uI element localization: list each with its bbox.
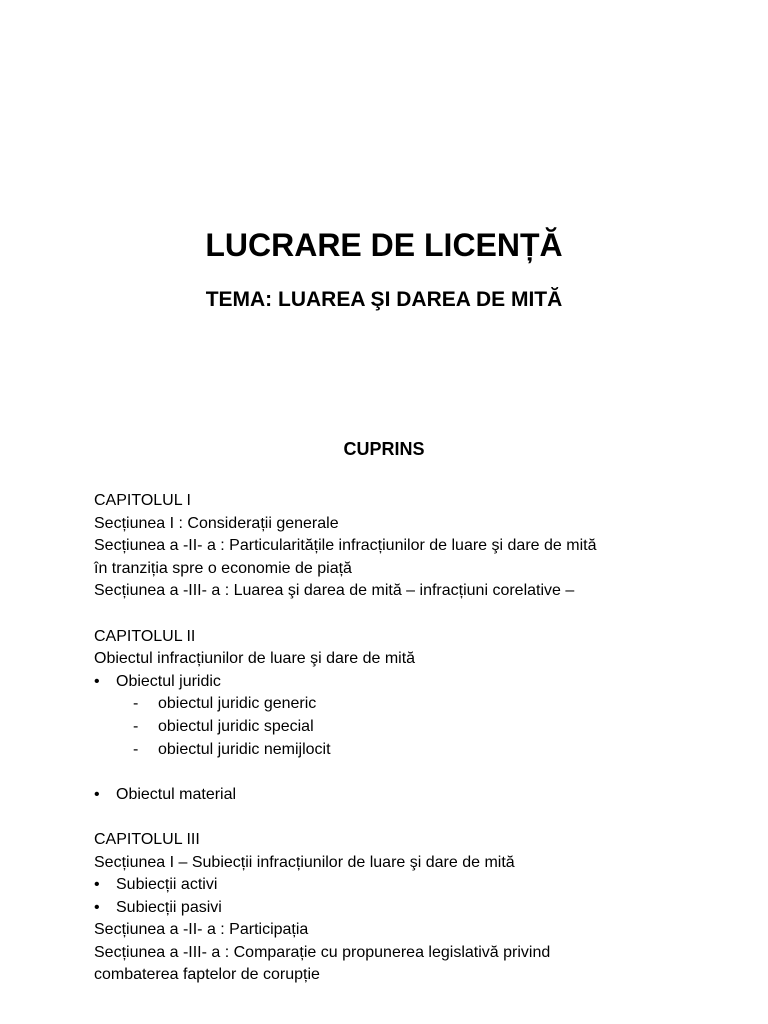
list-item <box>94 784 734 807</box>
list-item-label: Obiectul material <box>116 785 237 803</box>
bullet-icon: • <box>94 672 100 690</box>
chapter-3-section-3-continued: combaterea faptelor de corupție <box>94 966 320 984</box>
chapter-1-title: CAPITOLUL I <box>94 492 191 509</box>
chapter-1-section-1: Secțiunea I : Considerații generale <box>94 514 339 532</box>
bullet-icon: • <box>94 876 100 894</box>
dash-icon: - <box>133 740 139 758</box>
list-item-label: Subiecții pasivi <box>116 898 222 916</box>
chapter-2-title: CAPITOLUL II <box>94 627 196 645</box>
chapter-1-section-2: Secțiunea a -II- a : Particularitățile infracțiunilor de luare şi dare de mită <box>94 537 597 555</box>
list-item-label: Obiectul juridic <box>116 672 221 690</box>
bullet-icon: • <box>94 898 100 916</box>
spacer <box>94 603 734 626</box>
sub-list-item <box>94 693 734 716</box>
list-item <box>94 874 734 897</box>
spacer <box>94 806 734 829</box>
chapter-1-section-2-continued: în tranziția spre o economie de piață <box>94 559 352 577</box>
chapter-1-section-3: Secțiunea a -III- a : Luarea şi darea de mită – infracțiuni corelative – <box>94 582 575 600</box>
list-item <box>94 897 734 920</box>
sub-list-item <box>94 716 734 739</box>
chapter-3-intro: Secțiunea I – Subiecții infracțiunilor de luare şi dare de mită <box>94 853 515 871</box>
toc-heading: CUPRINS <box>343 439 425 459</box>
sub-list-item-label: obiectul juridic nemijlocit <box>158 740 331 758</box>
chapter-2-intro: Obiectul infracțiunilor de luare şi dare de mită <box>94 650 416 668</box>
chapter-3-section-2: Secțiunea a -II- a : Participația <box>94 921 309 939</box>
spacer <box>94 761 734 784</box>
sub-list-item-label: obiectul juridic special <box>158 717 314 735</box>
dash-icon: - <box>133 695 139 713</box>
table-of-contents <box>94 490 734 987</box>
document-subtitle: TEMA: LUAREA ŞI DAREA DE MITĂ <box>205 288 563 311</box>
chapter-3-section-3: Secțiunea a -III- a : Comparație cu propunerea legislativă privind <box>94 943 551 961</box>
sub-list-item <box>94 739 734 762</box>
list-item <box>94 671 734 694</box>
list-item-label: Subiecții activi <box>116 876 218 894</box>
document-title: LUCRARE DE LICENȚĂ <box>205 227 563 263</box>
chapter-3-title: CAPITOLUL III <box>94 830 200 848</box>
dash-icon: - <box>133 717 139 735</box>
bullet-icon: • <box>94 785 100 803</box>
sub-list-item-label: obiectul juridic generic <box>158 695 317 713</box>
